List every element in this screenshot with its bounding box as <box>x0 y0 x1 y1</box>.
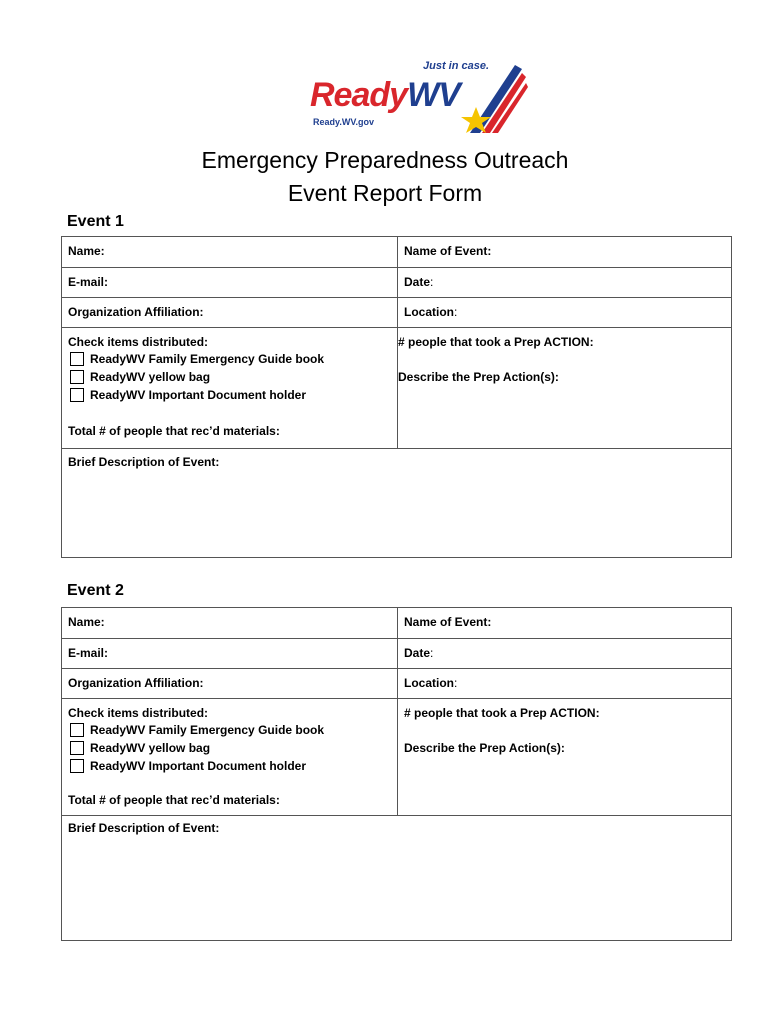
total-people-field[interactable]: Total # of people that rec’d materials: <box>68 793 280 807</box>
checkbox[interactable] <box>70 388 84 402</box>
event-2-row-items <box>62 699 731 816</box>
checkbox[interactable] <box>70 723 84 737</box>
brief-description-field[interactable]: Brief Description of Event: <box>68 821 220 835</box>
event-1-row-name <box>62 237 731 268</box>
event-1-row-description <box>62 449 731 557</box>
item-document-holder[interactable]: ReadyWV Important Document holder <box>70 759 306 773</box>
page-title: Emergency Preparedness Outreach <box>201 147 569 173</box>
checkbox[interactable] <box>70 370 84 384</box>
describe-action-field[interactable]: Describe the Prep Action(s): <box>404 741 565 755</box>
event-name-field[interactable]: Name of Event: <box>404 244 492 258</box>
item-document-holder[interactable]: ReadyWV Important Document holder <box>70 388 306 402</box>
event-2-form <box>61 607 732 941</box>
item-guide-book[interactable]: ReadyWV Family Emergency Guide book <box>70 723 324 737</box>
event-1-row-org <box>62 298 731 328</box>
event-2-row-email <box>62 639 731 669</box>
organization-field[interactable]: Organization Affiliation: <box>68 305 204 319</box>
item-yellow-bag[interactable]: ReadyWV yellow bag <box>70 741 210 755</box>
email-field[interactable]: E-mail: <box>68 275 109 289</box>
date-field[interactable]: Date: <box>404 646 434 660</box>
describe-action-field[interactable]: Describe the Prep Action(s): <box>398 370 559 384</box>
item-yellow-bag[interactable]: ReadyWV yellow bag <box>70 370 210 384</box>
checkbox[interactable] <box>70 759 84 773</box>
brief-description-field[interactable]: Brief Description of Event: <box>68 455 220 469</box>
location-field[interactable]: Location: <box>404 676 458 690</box>
event-2-row-description <box>62 816 731 940</box>
total-people-field[interactable]: Total # of people that rec’d materials: <box>68 424 280 438</box>
event-2-heading: Event 2 <box>67 582 124 599</box>
event-2-row-name <box>62 608 731 639</box>
check-items-label: Check items distributed: <box>68 335 209 349</box>
checkbox[interactable] <box>70 352 84 366</box>
logo-wordmark: ReadyWV <box>310 76 460 114</box>
event-name-field[interactable]: Name of Event: <box>404 615 492 629</box>
people-action-field[interactable]: # people that took a Prep ACTION: <box>404 706 600 720</box>
location-field[interactable]: Location: <box>404 305 458 319</box>
checkbox[interactable] <box>70 741 84 755</box>
event-1-row-email <box>62 268 731 298</box>
people-action-field[interactable]: # people that took a Prep ACTION: <box>398 335 594 349</box>
item-guide-book[interactable]: ReadyWV Family Emergency Guide book <box>70 352 324 366</box>
event-1-row-items <box>62 328 731 449</box>
event-2-row-org <box>62 669 731 699</box>
organization-field[interactable]: Organization Affiliation: <box>68 676 204 690</box>
date-field[interactable]: Date: <box>404 275 434 289</box>
page-subtitle: Event Report Form <box>287 180 483 206</box>
event-1-form <box>61 236 732 558</box>
event-1-heading: Event 1 <box>67 213 124 230</box>
logo-url: Ready.WV.gov <box>313 117 375 127</box>
name-field[interactable]: Name: <box>68 244 105 258</box>
logo-tagline: Just in case. <box>423 60 490 72</box>
name-field[interactable]: Name: <box>68 615 105 629</box>
email-field[interactable]: E-mail: <box>68 646 109 660</box>
check-items-label: Check items distributed: <box>68 706 209 720</box>
